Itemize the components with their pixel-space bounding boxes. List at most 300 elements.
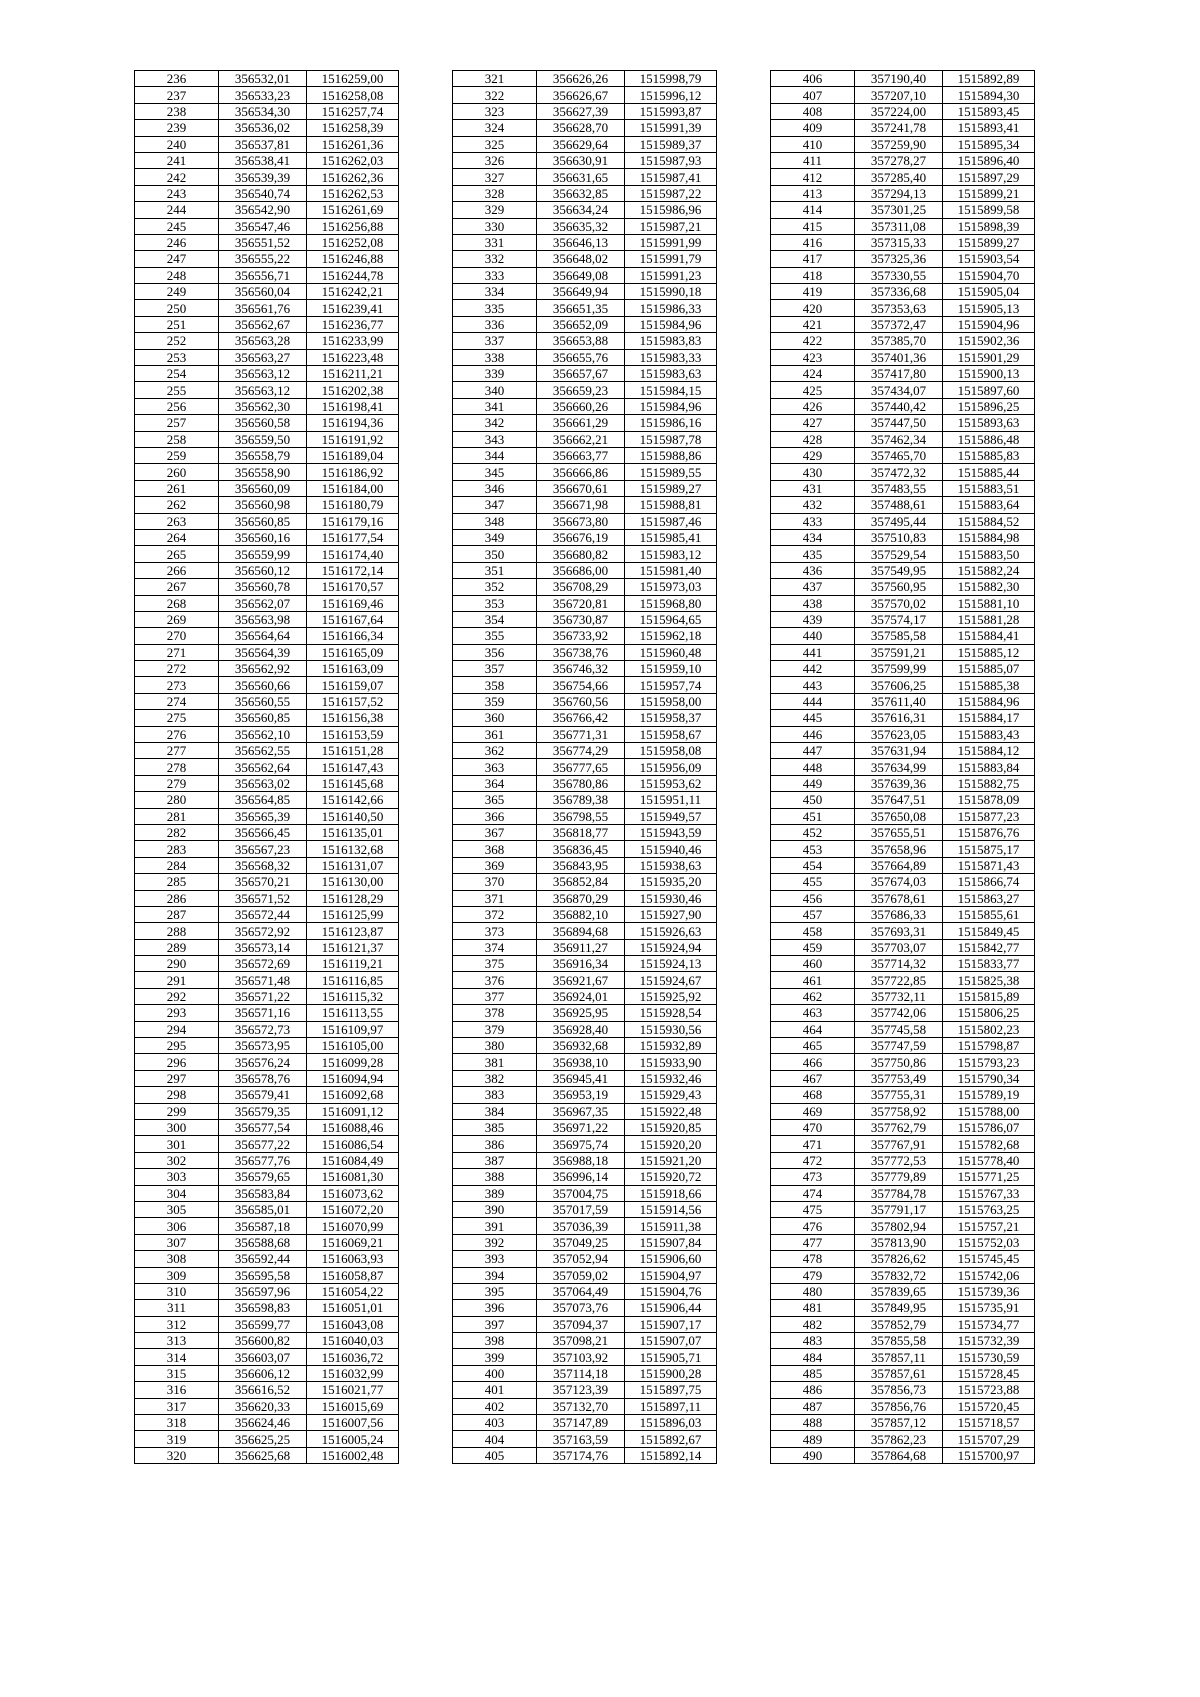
table-row: [453, 431, 717, 447]
x-coordinate-cell: 357574,17: [855, 611, 943, 627]
y-coordinate-cell: 1516113,55: [307, 1005, 399, 1021]
point-number-cell: 390: [453, 1201, 537, 1217]
y-coordinate-cell: 1516116,85: [307, 972, 399, 988]
point-number-cell: 270: [135, 628, 219, 644]
table-row: [135, 1136, 399, 1152]
x-coordinate-cell: 357174,76: [537, 1447, 625, 1463]
y-coordinate-cell: 1515924,13: [625, 956, 717, 972]
table-row: [135, 1103, 399, 1119]
table-row: [771, 1185, 1035, 1201]
y-coordinate-cell: 1515884,12: [943, 743, 1035, 759]
x-coordinate-cell: 357857,11: [855, 1349, 943, 1365]
table-row: [453, 644, 717, 660]
x-coordinate-cell: 356925,95: [537, 1005, 625, 1021]
y-coordinate-cell: 1515991,39: [625, 120, 717, 136]
point-number-cell: 297: [135, 1070, 219, 1086]
x-coordinate-cell: 357591,21: [855, 644, 943, 660]
point-number-cell: 384: [453, 1103, 537, 1119]
y-coordinate-cell: 1516163,09: [307, 661, 399, 677]
y-coordinate-cell: 1516151,28: [307, 743, 399, 759]
x-coordinate-cell: 356585,01: [219, 1201, 307, 1217]
y-coordinate-cell: 1516156,38: [307, 710, 399, 726]
y-coordinate-cell: 1515871,43: [943, 857, 1035, 873]
y-coordinate-cell: 1515720,45: [943, 1398, 1035, 1414]
x-coordinate-cell: 357742,06: [855, 1005, 943, 1021]
x-coordinate-cell: 356542,90: [219, 202, 307, 218]
point-number-cell: 330: [453, 218, 537, 234]
point-number-cell: 404: [453, 1431, 537, 1447]
x-coordinate-cell: 357753,49: [855, 1070, 943, 1086]
table-row: [135, 480, 399, 496]
x-coordinate-cell: 356620,33: [219, 1398, 307, 1414]
y-coordinate-cell: 1515771,25: [943, 1169, 1035, 1185]
point-number-cell: 348: [453, 513, 537, 529]
point-number-cell: 386: [453, 1136, 537, 1152]
y-coordinate-cell: 1516072,20: [307, 1201, 399, 1217]
point-number-cell: 453: [771, 841, 855, 857]
table-row: [771, 956, 1035, 972]
table-row: [453, 1070, 717, 1086]
y-coordinate-cell: 1516081,30: [307, 1169, 399, 1185]
x-coordinate-cell: 357529,54: [855, 546, 943, 562]
y-coordinate-cell: 1515984,15: [625, 382, 717, 398]
x-coordinate-cell: 356843,95: [537, 857, 625, 873]
table-row: [135, 284, 399, 300]
x-coordinate-cell: 357826,62: [855, 1251, 943, 1267]
point-number-cell: 354: [453, 611, 537, 627]
x-coordinate-cell: 356560,09: [219, 480, 307, 496]
point-number-cell: 446: [771, 726, 855, 742]
point-number-cell: 487: [771, 1398, 855, 1414]
point-number-cell: 349: [453, 529, 537, 545]
y-coordinate-cell: 1515884,41: [943, 628, 1035, 644]
point-number-cell: 239: [135, 120, 219, 136]
y-coordinate-cell: 1515893,63: [943, 415, 1035, 431]
point-number-cell: 399: [453, 1349, 537, 1365]
x-coordinate-cell: 357606,25: [855, 677, 943, 693]
y-coordinate-cell: 1515900,13: [943, 366, 1035, 382]
point-number-cell: 333: [453, 267, 537, 283]
x-coordinate-cell: 357747,59: [855, 1038, 943, 1054]
table-row: [771, 1120, 1035, 1136]
table-row: [453, 1415, 717, 1431]
table-row: [453, 1333, 717, 1349]
table-row: [771, 251, 1035, 267]
point-number-cell: 277: [135, 743, 219, 759]
y-coordinate-cell: 1515903,54: [943, 251, 1035, 267]
table-row: [771, 480, 1035, 496]
y-coordinate-cell: 1516202,38: [307, 382, 399, 398]
y-coordinate-cell: 1516119,21: [307, 956, 399, 972]
y-coordinate-cell: 1515893,45: [943, 103, 1035, 119]
x-coordinate-cell: 356571,16: [219, 1005, 307, 1021]
x-coordinate-cell: 356573,14: [219, 939, 307, 955]
point-number-cell: 363: [453, 759, 537, 775]
x-coordinate-cell: 357447,50: [855, 415, 943, 431]
point-number-cell: 290: [135, 956, 219, 972]
point-number-cell: 432: [771, 497, 855, 513]
table-row: [135, 1201, 399, 1217]
table-row: [135, 1070, 399, 1086]
y-coordinate-cell: 1515895,34: [943, 136, 1035, 152]
y-coordinate-cell: 1516166,34: [307, 628, 399, 644]
point-number-cell: 362: [453, 743, 537, 759]
y-coordinate-cell: 1515989,37: [625, 136, 717, 152]
point-number-cell: 253: [135, 349, 219, 365]
x-coordinate-cell: 357862,23: [855, 1431, 943, 1447]
y-coordinate-cell: 1516159,07: [307, 677, 399, 693]
table-row: [453, 234, 717, 250]
y-coordinate-cell: 1515904,76: [625, 1283, 717, 1299]
point-number-cell: 345: [453, 464, 537, 480]
table-row: [453, 1152, 717, 1168]
y-coordinate-cell: 1515922,48: [625, 1103, 717, 1119]
x-coordinate-cell: 356562,55: [219, 743, 307, 759]
point-number-cell: 327: [453, 169, 537, 185]
table-row: [771, 1415, 1035, 1431]
table-row: [771, 644, 1035, 660]
table-row: [453, 218, 717, 234]
y-coordinate-cell: 1516145,68: [307, 775, 399, 791]
point-number-cell: 412: [771, 169, 855, 185]
point-number-cell: 299: [135, 1103, 219, 1119]
point-number-cell: 268: [135, 595, 219, 611]
y-coordinate-cell: 1515885,12: [943, 644, 1035, 660]
y-coordinate-cell: 1516142,66: [307, 792, 399, 808]
x-coordinate-cell: 356836,45: [537, 841, 625, 857]
table-row: [771, 333, 1035, 349]
table-row: [453, 906, 717, 922]
y-coordinate-cell: 1516191,92: [307, 431, 399, 447]
y-coordinate-cell: 1515876,76: [943, 824, 1035, 840]
x-coordinate-cell: 356967,35: [537, 1103, 625, 1119]
table-row: [453, 693, 717, 709]
table-row: [453, 1201, 717, 1217]
x-coordinate-cell: 356671,98: [537, 497, 625, 513]
point-number-cell: 376: [453, 972, 537, 988]
point-number-cell: 380: [453, 1038, 537, 1054]
point-number-cell: 358: [453, 677, 537, 693]
point-number-cell: 486: [771, 1382, 855, 1398]
y-coordinate-cell: 1515894,30: [943, 87, 1035, 103]
x-coordinate-cell: 356663,77: [537, 447, 625, 463]
point-number-cell: 237: [135, 87, 219, 103]
y-coordinate-cell: 1516167,64: [307, 611, 399, 627]
table-row: [453, 1136, 717, 1152]
point-number-cell: 245: [135, 218, 219, 234]
x-coordinate-cell: 356560,58: [219, 415, 307, 431]
point-number-cell: 460: [771, 956, 855, 972]
table-row: [771, 808, 1035, 824]
x-coordinate-cell: 356561,76: [219, 300, 307, 316]
y-coordinate-cell: 1515930,46: [625, 890, 717, 906]
point-number-cell: 434: [771, 529, 855, 545]
table-row: [453, 1431, 717, 1447]
y-coordinate-cell: 1515815,89: [943, 988, 1035, 1004]
y-coordinate-cell: 1515924,94: [625, 939, 717, 955]
point-number-cell: 482: [771, 1316, 855, 1332]
x-coordinate-cell: 356676,19: [537, 529, 625, 545]
x-coordinate-cell: 357163,59: [537, 1431, 625, 1447]
x-coordinate-cell: 356571,52: [219, 890, 307, 906]
point-number-cell: 415: [771, 218, 855, 234]
table-row: [453, 1185, 717, 1201]
point-number-cell: 324: [453, 120, 537, 136]
table-row: [135, 841, 399, 857]
x-coordinate-cell: 356625,68: [219, 1447, 307, 1463]
y-coordinate-cell: 1516262,36: [307, 169, 399, 185]
table-row: [135, 874, 399, 890]
x-coordinate-cell: 356635,32: [537, 218, 625, 234]
table-row: [771, 169, 1035, 185]
y-coordinate-cell: 1515935,20: [625, 874, 717, 890]
x-coordinate-cell: 356606,12: [219, 1365, 307, 1381]
table-row: [771, 906, 1035, 922]
coordinate-table-2: [452, 70, 717, 1464]
y-coordinate-cell: 1515927,90: [625, 906, 717, 922]
y-coordinate-cell: 1516262,03: [307, 152, 399, 168]
point-number-cell: 288: [135, 923, 219, 939]
table-row: [771, 661, 1035, 677]
table-row: [453, 1169, 717, 1185]
x-coordinate-cell: 357417,80: [855, 366, 943, 382]
y-coordinate-cell: 1515920,20: [625, 1136, 717, 1152]
table-row: [771, 988, 1035, 1004]
point-number-cell: 436: [771, 562, 855, 578]
x-coordinate-cell: 357560,95: [855, 579, 943, 595]
y-coordinate-cell: 1515788,00: [943, 1103, 1035, 1119]
x-coordinate-cell: 357856,76: [855, 1398, 943, 1414]
table-row: [453, 300, 717, 316]
table-row: [771, 726, 1035, 742]
table-row: [771, 579, 1035, 595]
point-number-cell: 459: [771, 939, 855, 955]
point-number-cell: 283: [135, 841, 219, 857]
y-coordinate-cell: 1516194,36: [307, 415, 399, 431]
x-coordinate-cell: 357401,36: [855, 349, 943, 365]
point-number-cell: 371: [453, 890, 537, 906]
point-number-cell: 282: [135, 824, 219, 840]
x-coordinate-cell: 356536,02: [219, 120, 307, 136]
point-number-cell: 352: [453, 579, 537, 595]
point-number-cell: 457: [771, 906, 855, 922]
x-coordinate-cell: 356616,52: [219, 1382, 307, 1398]
x-coordinate-cell: 357094,37: [537, 1316, 625, 1332]
table-row: [771, 743, 1035, 759]
y-coordinate-cell: 1515897,29: [943, 169, 1035, 185]
point-number-cell: 469: [771, 1103, 855, 1119]
table-row: [771, 1087, 1035, 1103]
table-row: [771, 120, 1035, 136]
point-number-cell: 374: [453, 939, 537, 955]
table-row: [453, 808, 717, 824]
x-coordinate-cell: 357856,73: [855, 1382, 943, 1398]
table-row: [453, 1038, 717, 1054]
y-coordinate-cell: 1515893,41: [943, 120, 1035, 136]
table-row: [771, 710, 1035, 726]
table-row: [771, 316, 1035, 332]
point-number-cell: 355: [453, 628, 537, 644]
point-number-cell: 293: [135, 1005, 219, 1021]
table-row: [135, 562, 399, 578]
y-coordinate-cell: 1516258,08: [307, 87, 399, 103]
point-number-cell: 481: [771, 1300, 855, 1316]
y-coordinate-cell: 1515767,33: [943, 1185, 1035, 1201]
y-coordinate-cell: 1515899,27: [943, 234, 1035, 250]
point-number-cell: 466: [771, 1054, 855, 1070]
table-row: [771, 1070, 1035, 1086]
point-number-cell: 397: [453, 1316, 537, 1332]
table-row: [771, 447, 1035, 463]
y-coordinate-cell: 1515932,46: [625, 1070, 717, 1086]
point-number-cell: 465: [771, 1038, 855, 1054]
table-row: [453, 1218, 717, 1234]
x-coordinate-cell: 356560,66: [219, 677, 307, 693]
table-row: [453, 87, 717, 103]
y-coordinate-cell: 1515907,84: [625, 1234, 717, 1250]
table-row: [453, 1283, 717, 1299]
x-coordinate-cell: 357852,79: [855, 1316, 943, 1332]
y-coordinate-cell: 1515907,17: [625, 1316, 717, 1332]
table-row: [453, 792, 717, 808]
table-row: [771, 1251, 1035, 1267]
x-coordinate-cell: 356708,29: [537, 579, 625, 595]
point-number-cell: 477: [771, 1234, 855, 1250]
point-number-cell: 312: [135, 1316, 219, 1332]
point-number-cell: 337: [453, 333, 537, 349]
point-number-cell: 257: [135, 415, 219, 431]
y-coordinate-cell: 1515918,66: [625, 1185, 717, 1201]
x-coordinate-cell: 357674,03: [855, 874, 943, 890]
point-number-cell: 244: [135, 202, 219, 218]
y-coordinate-cell: 1516186,92: [307, 464, 399, 480]
x-coordinate-cell: 357259,90: [855, 136, 943, 152]
table-row: [453, 480, 717, 496]
table-row: [135, 415, 399, 431]
table-row: [135, 972, 399, 988]
y-coordinate-cell: 1515989,55: [625, 464, 717, 480]
x-coordinate-cell: 356558,79: [219, 447, 307, 463]
y-coordinate-cell: 1516177,54: [307, 529, 399, 545]
y-coordinate-cell: 1515988,81: [625, 497, 717, 513]
table-row: [453, 956, 717, 972]
y-coordinate-cell: 1515898,39: [943, 218, 1035, 234]
x-coordinate-cell: 356680,82: [537, 546, 625, 562]
point-number-cell: 353: [453, 595, 537, 611]
x-coordinate-cell: 356576,24: [219, 1054, 307, 1070]
point-number-cell: 387: [453, 1152, 537, 1168]
x-coordinate-cell: 356766,42: [537, 710, 625, 726]
table-row: [453, 923, 717, 939]
x-coordinate-cell: 357372,47: [855, 316, 943, 332]
y-coordinate-cell: 1515996,12: [625, 87, 717, 103]
point-number-cell: 241: [135, 152, 219, 168]
point-number-cell: 406: [771, 71, 855, 87]
x-coordinate-cell: 356771,31: [537, 726, 625, 742]
x-coordinate-cell: 356579,41: [219, 1087, 307, 1103]
point-number-cell: 480: [771, 1283, 855, 1299]
point-number-cell: 326: [453, 152, 537, 168]
x-coordinate-cell: 356565,39: [219, 808, 307, 824]
table-row: [135, 349, 399, 365]
table-row: [771, 398, 1035, 414]
table-row: [771, 1169, 1035, 1185]
point-number-cell: 398: [453, 1333, 537, 1349]
point-number-cell: 485: [771, 1365, 855, 1381]
x-coordinate-cell: 357353,63: [855, 300, 943, 316]
x-coordinate-cell: 357488,61: [855, 497, 943, 513]
point-number-cell: 321: [453, 71, 537, 87]
point-number-cell: 451: [771, 808, 855, 824]
table-row: [453, 1267, 717, 1283]
coordinate-table-1: [134, 70, 399, 1464]
y-coordinate-cell: 1515802,23: [943, 1021, 1035, 1037]
x-coordinate-cell: 357745,58: [855, 1021, 943, 1037]
table-row: [453, 1103, 717, 1119]
point-number-cell: 396: [453, 1300, 537, 1316]
table-row: [453, 529, 717, 545]
y-coordinate-cell: 1515958,37: [625, 710, 717, 726]
y-coordinate-cell: 1515968,80: [625, 595, 717, 611]
table-row: [453, 1398, 717, 1414]
table-row: [453, 152, 717, 168]
x-coordinate-cell: 356556,71: [219, 267, 307, 283]
y-coordinate-cell: 1515940,46: [625, 841, 717, 857]
y-coordinate-cell: 1515930,56: [625, 1021, 717, 1037]
point-number-cell: 247: [135, 251, 219, 267]
point-number-cell: 473: [771, 1169, 855, 1185]
point-number-cell: 322: [453, 87, 537, 103]
table-row: [771, 382, 1035, 398]
y-coordinate-cell: 1515906,60: [625, 1251, 717, 1267]
x-coordinate-cell: 357658,96: [855, 841, 943, 857]
x-coordinate-cell: 356562,10: [219, 726, 307, 742]
x-coordinate-cell: 356924,01: [537, 988, 625, 1004]
point-number-cell: 449: [771, 775, 855, 791]
point-number-cell: 318: [135, 1415, 219, 1431]
table-row: [453, 284, 717, 300]
point-number-cell: 407: [771, 87, 855, 103]
x-coordinate-cell: 356567,23: [219, 841, 307, 857]
point-number-cell: 332: [453, 251, 537, 267]
y-coordinate-cell: 1515881,28: [943, 611, 1035, 627]
table-row: [135, 202, 399, 218]
table-row: [135, 1415, 399, 1431]
table-row: [135, 1038, 399, 1054]
x-coordinate-cell: 356754,66: [537, 677, 625, 693]
x-coordinate-cell: 356547,46: [219, 218, 307, 234]
x-coordinate-cell: 357611,40: [855, 693, 943, 709]
table-row: [453, 841, 717, 857]
point-number-cell: 413: [771, 185, 855, 201]
point-number-cell: 438: [771, 595, 855, 611]
x-coordinate-cell: 357301,25: [855, 202, 943, 218]
table-row: [135, 1283, 399, 1299]
x-coordinate-cell: 357832,72: [855, 1267, 943, 1283]
y-coordinate-cell: 1515782,68: [943, 1136, 1035, 1152]
table-row: [453, 579, 717, 595]
table-row: [135, 1267, 399, 1283]
y-coordinate-cell: 1515734,77: [943, 1316, 1035, 1332]
table-row: [135, 743, 399, 759]
x-coordinate-cell: 357762,79: [855, 1120, 943, 1136]
x-coordinate-cell: 357686,33: [855, 906, 943, 922]
point-number-cell: 410: [771, 136, 855, 152]
point-number-cell: 315: [135, 1365, 219, 1381]
x-coordinate-cell: 356560,78: [219, 579, 307, 595]
y-coordinate-cell: 1515728,45: [943, 1365, 1035, 1381]
y-coordinate-cell: 1515983,63: [625, 366, 717, 382]
